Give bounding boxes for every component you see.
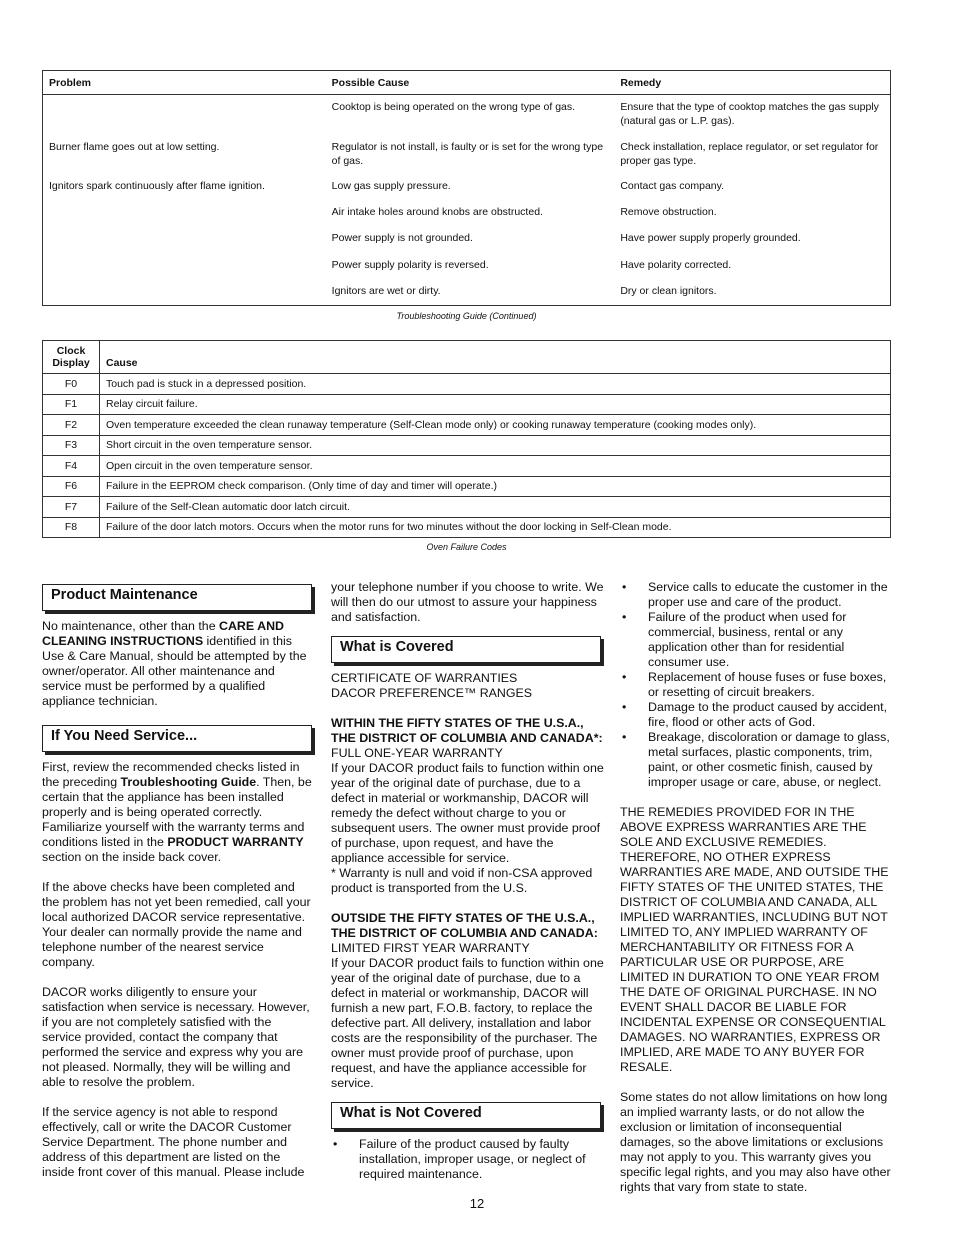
what-is-covered-heading: What is Covered xyxy=(331,636,601,663)
list-item xyxy=(620,730,892,790)
header-clock-display: Clock Display xyxy=(43,341,100,374)
table-header-row xyxy=(43,341,891,374)
table-row xyxy=(43,497,891,518)
code-cell: F7 xyxy=(43,497,100,518)
remedy-cell: Ensure that the type of cooktop matches the gas supply (natural gas or L.P. gas). xyxy=(620,101,879,127)
cause-cell: Power supply polarity is reversed. xyxy=(331,259,489,271)
certificate-title: CERTIFICATE OF WARRANTIES xyxy=(331,671,518,685)
list-item-text: Failure of the product caused by faulty installation, improper usage, or neglect of required maintenance. xyxy=(359,1137,586,1181)
what-is-not-covered-heading: What is Not Covered xyxy=(331,1102,601,1129)
bullet: • xyxy=(622,580,627,594)
table-row xyxy=(43,101,890,128)
outside-states-heading: OUTSIDE THE FIFTY STATES OF THE U.S.A., THE DISTRICT OF COLUMBIA AND CANADA: xyxy=(331,911,598,940)
service-paragraph: First, review the recommended checks listed in the preceding Troubleshooting Guide. Then, be certain that the appliance has been installed properly and is being operated correctly. Familiarize yourself with the warranty terms and conditions listed in the PRODUCT WARRANTY section on the inside back cover. xyxy=(42,760,312,864)
list-item xyxy=(620,580,892,610)
list-item-text: Damage to the product caused by accident, fire, flood or other acts of God. xyxy=(648,700,888,729)
header-problem: Problem xyxy=(49,76,92,89)
cause-cell: Failure in the EEPROM check comparison. (Only time of day and timer will operate.) xyxy=(100,476,891,497)
oven-failure-codes-table xyxy=(42,340,891,538)
within-states-heading: WITHIN THE FIFTY STATES OF THE U.S.A., THE DISTRICT OF COLUMBIA AND CANADA*: xyxy=(331,716,603,745)
problem-cell: Ignitors spark continuously after flame ignition. xyxy=(49,180,265,192)
table-row xyxy=(43,259,890,273)
cause-cell: Relay circuit failure. xyxy=(100,394,891,415)
table-row xyxy=(43,232,890,246)
table-row xyxy=(43,394,891,415)
warranty-note: * Warranty is null and void if non-CSA approved product is transported from the U.S. xyxy=(331,866,593,895)
if-you-need-service-heading: If You Need Service... xyxy=(42,725,312,752)
column-middle xyxy=(331,580,604,1182)
header-cause: Cause xyxy=(100,341,891,374)
troubleshooting-caption: Troubleshooting Guide (Continued) xyxy=(396,311,537,321)
remedy-cell: Contact gas company. xyxy=(620,180,725,192)
table-row xyxy=(43,206,890,220)
troubleshooting-table xyxy=(42,70,891,306)
header-remedy: Remedy xyxy=(620,76,662,89)
code-cell: F1 xyxy=(43,394,100,415)
list-item-text: Replacement of house fuses or fuse boxes, or resetting of circuit breakers. xyxy=(648,670,887,699)
bullet: • xyxy=(622,730,627,744)
outside-states-text: If your DACOR product fails to function within one year of the original date of purchase, due to a defect in material or workmanship, DACOR will furnish a new part, F.O.B. factory, to replace the defective part. All delivery, installation and labor costs are the responsibility of the purchaser. The owner must provide proof of purchase, upon request, and have the appliance accessible for service. xyxy=(331,956,604,1090)
bullet: • xyxy=(622,700,627,714)
maintenance-text: No maintenance, other than the CARE AND CLEANING INSTRUCTIONS identified in this Use & Care Manual, should be attempted by the owner/operator. All other maintenance and service must be performed by a qualified appliance technician. xyxy=(42,619,307,708)
remedy-cell: Have power supply properly grounded. xyxy=(620,232,801,244)
cause-cell: Power supply is not grounded. xyxy=(331,232,473,244)
cause-cell: Touch pad is stuck in a depressed position. xyxy=(100,374,891,395)
cause-cell: Open circuit in the oven temperature sensor. xyxy=(100,456,891,477)
problem-cell xyxy=(43,206,332,220)
code-cell: F8 xyxy=(43,517,100,538)
service-paragraph: If the service agency is not able to respond effectively, call or write the DACOR Customer Service Department. The phone number and address of this department are listed on the inside front cover of this manual. Please include xyxy=(42,1105,305,1179)
table-row xyxy=(43,517,891,538)
remedy-cell: Check installation, replace regulator, or set regulator for proper gas type. xyxy=(620,141,879,167)
problem-cell xyxy=(43,101,332,128)
code-cell: F3 xyxy=(43,435,100,456)
bullet: • xyxy=(622,670,627,684)
code-cell: F6 xyxy=(43,476,100,497)
bullet: • xyxy=(622,610,627,624)
list-item xyxy=(331,1137,604,1182)
certificate-subtitle: DACOR PREFERENCE™ RANGES xyxy=(331,686,533,700)
within-states-text: If your DACOR product fails to function within one year of the original date of purchase, due to a defect in material or workmanship, DACOR will remedy the defect without charge to you or subsequent users. The owner must provide proof of purchase, upon request, and have the appliance accessible for service. xyxy=(331,761,604,865)
remedy-cell: Dry or clean ignitors. xyxy=(620,285,717,297)
bullet: • xyxy=(333,1137,338,1151)
table-row xyxy=(43,374,891,395)
problem-cell: Burner flame goes out at low setting. xyxy=(49,141,220,153)
remedies-disclaimer: THE REMEDIES PROVIDED FOR IN THE ABOVE EXPRESS WARRANTIES ARE THE SOLE AND EXCLUSIVE REMEDIES. THEREFORE, NO OTHER EXPRESS WARRANTIES ARE MADE, AND OUTSIDE THE FIFTY STATES OF THE UNITED STATES, THE DISTRICT OF COLUMBIA AND CANADA, ALL IMPLIED WARRANTIES, INCLUDING BUT NOT LIMITED TO, ANY IMPLIED WARRANTY OF MERCHANTABILITY OR FITNESS FOR A PARTICULAR USE OR PURPOSE, ARE LIMITED IN DURATION TO ONE YEAR FROM THE DATE OF ORIGINAL PURCHASE. IN NO EVENT SHALL DACOR BE LIABLE FOR INCIDENTAL EXPENSE OR CONSEQUENTIAL DAMAGES. NO WARRANTIES, EXPRESS OR IMPLIED, ARE MADE TO ANY BUYER FOR RESALE. xyxy=(620,805,889,1074)
service-paragraph: DACOR works diligently to ensure your satisfaction when service is necessary. However, if you are not completely satisfied with the service provided, contact the company that performed the service and express why you are not pleased. Normally, they will be willing and able to resolve the problem. xyxy=(42,985,310,1089)
table-row xyxy=(43,415,891,436)
service-paragraph: If the above checks have been completed and the problem has not yet been remedied, call your local authorized DACOR service representative. Your dealer can normally provide the name and telephone number of the nearest service company. xyxy=(42,880,311,969)
table-row xyxy=(43,456,891,477)
list-item xyxy=(620,670,892,700)
outside-states-subheading: LIMITED FIRST YEAR WARRANTY xyxy=(331,941,530,955)
table-row xyxy=(43,285,890,299)
code-cell: F4 xyxy=(43,456,100,477)
oven-codes-caption: Oven Failure Codes xyxy=(426,542,507,552)
cause-cell: Air intake holes around knobs are obstructed. xyxy=(331,206,543,218)
cause-cell: Low gas supply pressure. xyxy=(331,180,451,192)
state-rights-text: Some states do not allow limitations on how long an implied warranty lasts, or do not allow the exclusion or limitation of inconsequential damages, so the above limitations or exclusions may not apply to you. This warranty gives you specific legal rights, and you may also have other rights that vary from state to state. xyxy=(620,1090,891,1194)
table-row xyxy=(43,141,890,168)
table-row xyxy=(43,435,891,456)
column-left xyxy=(42,580,314,1180)
cause-cell: Oven temperature exceeded the clean runaway temperature (Self-Clean mode only) or cooking runaway temperature (cooking modes only). xyxy=(100,415,891,436)
code-cell: F2 xyxy=(43,415,100,436)
header-cause: Possible Cause xyxy=(331,76,410,89)
problem-cell xyxy=(43,232,332,246)
table-row xyxy=(43,180,890,194)
cause-cell: Failure of the door latch motors. Occurs when the motor runs for two minutes without the door locking in Self-Clean mode. xyxy=(100,517,891,538)
list-item-text: Failure of the product when used for commercial, business, rental or any application other than for residential consumer use. xyxy=(648,610,847,669)
column-right xyxy=(620,580,892,1195)
list-item xyxy=(620,610,892,670)
product-maintenance-heading: Product Maintenance xyxy=(42,584,312,611)
table-row xyxy=(43,476,891,497)
cause-cell: Failure of the Self-Clean automatic door latch circuit. xyxy=(100,497,891,518)
within-states-subheading: FULL ONE-YEAR WARRANTY xyxy=(331,746,503,760)
remedy-cell: Have polarity corrected. xyxy=(620,259,732,271)
problem-cell xyxy=(43,259,332,273)
cause-cell: Ignitors are wet or dirty. xyxy=(331,285,441,297)
service-paragraph: your telephone number if you choose to write. We will then do our utmost to assure your happiness and satisfaction. xyxy=(331,580,604,624)
list-item xyxy=(620,700,892,730)
page-number: 12 xyxy=(469,1196,485,1211)
cause-cell: Cooktop is being operated on the wrong type of gas. xyxy=(331,101,576,113)
problem-cell xyxy=(43,285,332,299)
list-item-text: Service calls to educate the customer in the proper use and care of the product. xyxy=(648,580,888,609)
remedy-cell: Remove obstruction. xyxy=(620,206,717,218)
cause-cell: Short circuit in the oven temperature sensor. xyxy=(100,435,891,456)
code-cell: F0 xyxy=(43,374,100,395)
troubleshooting-header xyxy=(43,71,890,95)
list-item-text: Breakage, discoloration or damage to glass, metal surfaces, plastic components, trim, paint, or other cosmetic finish, caused by improper usage or care, abuse, or neglect. xyxy=(648,730,890,789)
cause-cell: Regulator is not install, is faulty or is set for the wrong type of gas. xyxy=(331,141,604,167)
